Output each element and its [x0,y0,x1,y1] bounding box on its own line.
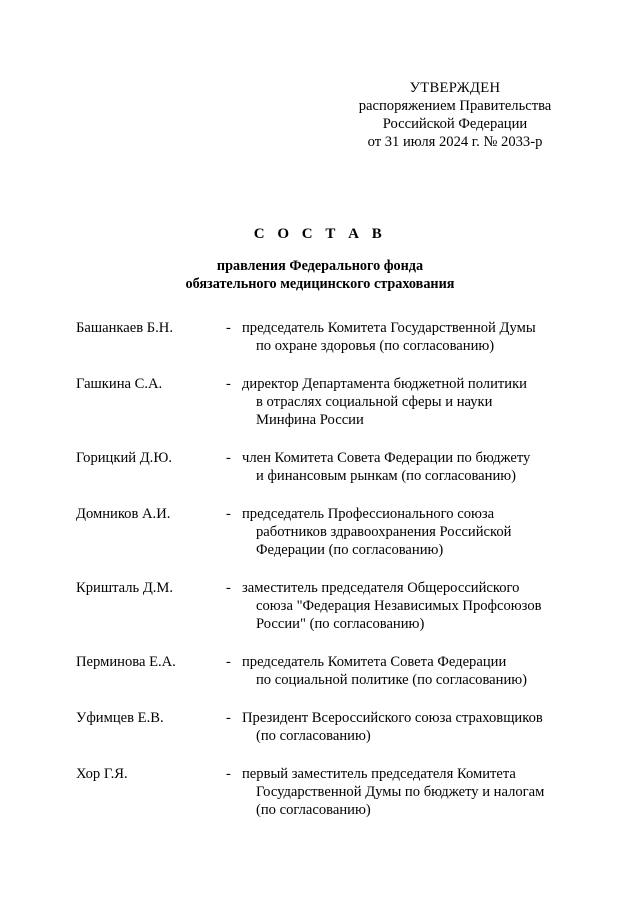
member-position-line: в отраслях социальной сферы и науки [256,394,493,410]
member-name: Уфимцев Е.В. [76,710,164,726]
member-position-line: первый заместитель председателя Комитета [242,766,516,782]
member-dash: - [226,710,231,726]
member-position-line: по охране здоровья (по согласованию) [256,338,495,354]
member-dash: - [226,580,231,596]
member-name: Домников А.И. [76,506,171,522]
member-position-line: заместитель председателя Общероссийского [242,580,520,596]
document-subtitle [100,257,540,293]
member-position [242,653,576,689]
member-dash: - [226,376,231,392]
member-dash: - [226,450,231,466]
member-row [76,319,576,355]
member-position-line: Президент Всероссийского союза страховщиков [242,710,543,726]
approval-line-3: от 31 июля 2024 г. № 2033-р [367,134,543,150]
member-dash: - [226,320,231,336]
member-row [76,653,576,689]
approval-line-1: распоряжением Правительства [358,98,552,114]
member-position [242,765,576,819]
member-position-line: Минфина России [256,412,364,428]
member-position-line: (по согласованию) [256,802,371,818]
member-dash: - [226,654,231,670]
member-position-line: (по согласованию) [256,728,371,744]
document-subtitle-line-2: обязательного медицинского страхования [185,276,455,292]
member-position-line: Государственной Думы по бюджету и налогам [256,784,545,800]
approval-heading: УТВЕРЖДЕН [409,80,501,96]
approval-stamp [330,79,580,151]
member-position-line: России" (по согласованию) [256,616,425,632]
member-position-line: и финансовым рынкам (по согласованию) [256,468,517,484]
member-name: Гашкина С.А. [76,376,163,392]
member-position-line: председатель Комитета Совета Федерации [242,654,507,670]
member-position-line: работников здравоохранения Российской [256,524,512,540]
member-position [242,449,576,485]
member-row [76,375,576,429]
member-position [242,319,576,355]
member-row [76,765,576,819]
member-position [242,375,576,429]
document-title-block [100,225,540,293]
member-name: Башанкаев Б.Н. [76,320,173,336]
member-position-line: директор Департамента бюджетной политики [242,376,527,392]
member-position-line: председатель Комитета Государственной Думы [242,320,536,336]
members-list [76,319,576,839]
member-position-line: член Комитета Совета Федерации по бюджету [242,450,531,466]
member-row [76,505,576,559]
member-dash: - [226,506,231,522]
member-position [242,579,576,633]
member-name: Хор Г.Я. [76,766,128,782]
member-position [242,709,576,745]
member-position [242,505,576,559]
document-title: С О С Т А В [253,226,387,242]
member-row [76,579,576,633]
member-position-line: по социальной политике (по согласованию) [256,672,528,688]
member-position-line: Федерации (по согласованию) [256,542,444,558]
member-position-line: союза "Федерация Независимых Профсоюзов [256,598,542,614]
member-position-line: председатель Профессионального союза [242,506,495,522]
member-row [76,449,576,485]
member-name: Перминова Е.А. [76,654,176,670]
document-subtitle-line-1: правления Федерального фонда [216,258,424,274]
member-dash: - [226,766,231,782]
member-name: Кришталь Д.М. [76,580,174,596]
approval-line-2: Российской Федерации [382,116,528,132]
member-row [76,709,576,745]
member-name: Горицкий Д.Ю. [76,450,172,466]
